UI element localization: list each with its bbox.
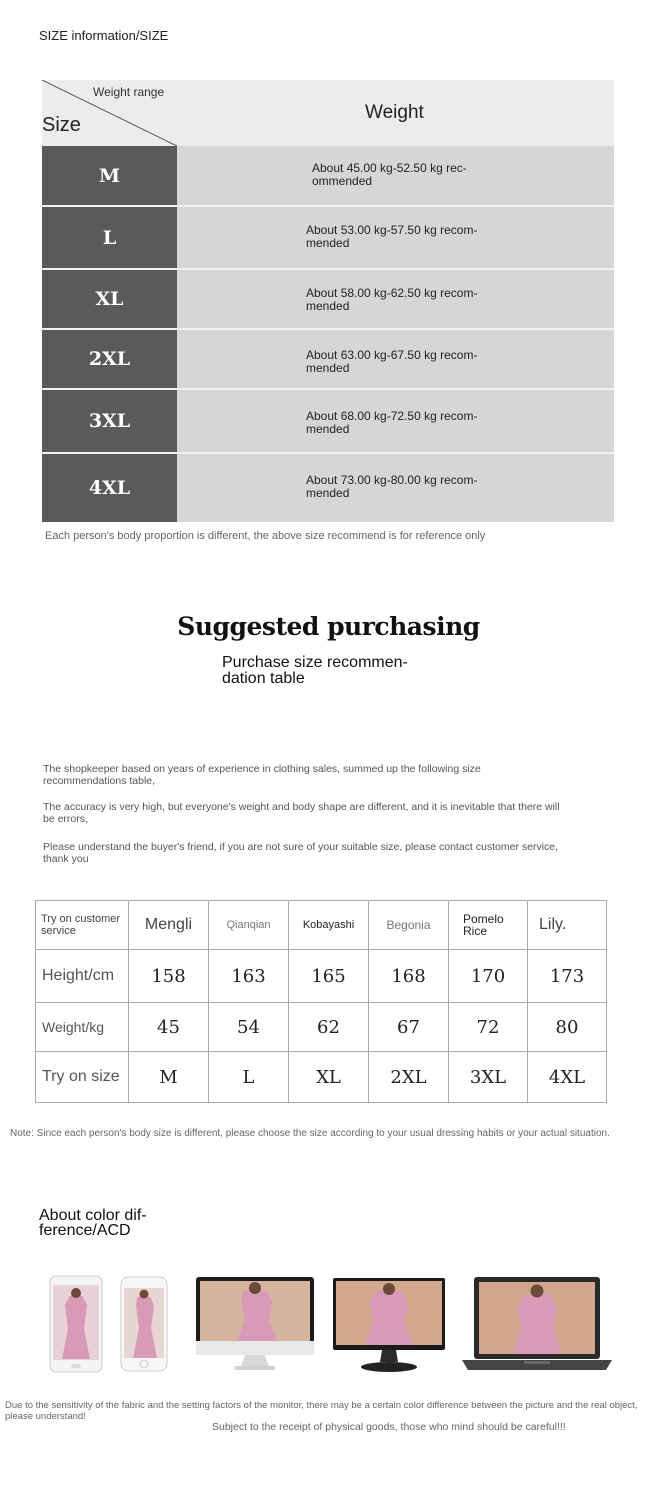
subtitle-line2: dation table — [222, 670, 305, 687]
imac-monitor-image — [195, 1276, 315, 1372]
weight-text-line2: mended — [306, 422, 350, 436]
table-row — [36, 1052, 607, 1103]
weight-cell — [177, 146, 614, 205]
weight-header — [177, 80, 614, 146]
phone-iphone-image — [120, 1276, 168, 1372]
weight-text-line1: About 58.00 kg-62.50 kg recom- — [306, 286, 478, 300]
weight-label: Weight/kg — [36, 1003, 129, 1052]
model-name: Pomelo Rice — [449, 901, 528, 950]
weight-text-line1: About 63.00 kg-67.50 kg recom- — [306, 348, 478, 362]
weight-value: 54 — [209, 1003, 289, 1052]
tryon-size-value: 3XL — [449, 1052, 528, 1103]
tryon-table — [35, 900, 607, 1103]
weight-cell — [177, 330, 614, 388]
size-cell-xl: XL — [42, 270, 177, 328]
weight-text-line2: mended — [306, 299, 350, 313]
size-header-label: Size — [42, 114, 81, 136]
suggested-subtitle — [222, 655, 462, 687]
acd-title-line1: About color dif- — [39, 1207, 147, 1224]
weight-text-line2: mended — [306, 236, 350, 250]
height-label: Height/cm — [36, 950, 129, 1003]
suggested-title: Suggested purchasing — [177, 612, 480, 641]
table-row — [36, 1003, 607, 1052]
weight-value: 62 — [289, 1003, 369, 1052]
height-value: 173 — [528, 950, 607, 1003]
weight-cell — [177, 390, 614, 452]
model-name: Mengli — [129, 901, 209, 950]
size-cell-m: M — [42, 146, 177, 205]
size-table-note: Each person's body proportion is different, the above size recommend is for reference only — [45, 530, 486, 542]
weight-cell — [177, 270, 614, 328]
weight-value: 80 — [528, 1003, 607, 1052]
size-cell-4xl: 4XL — [42, 454, 177, 522]
model-name: Lily. — [528, 901, 607, 950]
color-difference-title — [39, 1208, 179, 1238]
tryon-size-value: 2XL — [369, 1052, 449, 1103]
intro-paragraph-2: The accuracy is very high, but everyone's weight and body shape are different, and it is inevitable that there will be errors, — [43, 801, 560, 825]
height-value: 170 — [449, 950, 528, 1003]
weight-cell — [177, 454, 614, 522]
phone-white-image — [49, 1275, 103, 1373]
weight-range-label: Weight range — [93, 85, 165, 99]
size-table — [42, 80, 614, 522]
weight-text-line2: mended — [306, 361, 350, 375]
acd-title-line2: ference/ACD — [39, 1222, 131, 1239]
tryon-size-value: M — [129, 1052, 209, 1103]
height-value: 168 — [369, 950, 449, 1003]
intro-paragraph-1: The shopkeeper based on years of experience in clothing sales, summed up the following size recommendations table, — [43, 763, 481, 787]
size-header-corner — [42, 80, 177, 146]
tryon-size-label: Try on size — [36, 1052, 129, 1103]
model-name: Begonia — [369, 901, 449, 950]
color-difference-note: Due to the sensitivity of the fabric and the setting factors of the monitor, there may be a certain color difference between the picture and the real object, please understand! — [5, 1400, 638, 1422]
laptop-image — [462, 1276, 612, 1372]
size-cell-l: L — [42, 207, 177, 268]
weight-text-line1: About 53.00 kg-57.50 kg recom- — [306, 223, 478, 237]
weight-header-label: Weight — [365, 102, 424, 123]
intro-paragraph-3: Please understand the buyer's friend, if you are not sure of your suitable size, please contact customer service, thank you — [43, 841, 559, 865]
weight-value: 72 — [449, 1003, 528, 1052]
weight-value: 67 — [369, 1003, 449, 1052]
tryon-note: Note: Since each person's body size is different, please choose the size according to your usual dressing habits or your actual situation. — [10, 1128, 610, 1139]
weight-text-line1: About 45.00 kg-52.50 kg rec- — [312, 161, 467, 175]
height-value: 158 — [129, 950, 209, 1003]
physical-goods-note: Subject to the receipt of physical goods, those who mind should be careful!!! — [212, 1421, 566, 1433]
model-name: Qianqian — [209, 901, 289, 950]
size-cell-2xl: 2XL — [42, 330, 177, 388]
table-row — [36, 901, 607, 950]
black-monitor-image — [332, 1277, 446, 1373]
weight-cell — [177, 207, 614, 268]
tryon-size-value: L — [209, 1052, 289, 1103]
tryon-size-value: 4XL — [528, 1052, 607, 1103]
tryon-size-value: XL — [289, 1052, 369, 1103]
table-row — [36, 950, 607, 1003]
weight-text-line2: mended — [306, 486, 350, 500]
section-title: SIZE information/SIZE — [39, 28, 169, 43]
weight-text-line2: ommended — [312, 174, 373, 188]
tryon-corner-cell: Try on customer service — [36, 901, 129, 950]
size-cell-3xl: 3XL — [42, 390, 177, 452]
weight-text-line1: About 73.00 kg-80.00 kg recom- — [306, 473, 478, 487]
height-value: 163 — [209, 950, 289, 1003]
height-value: 165 — [289, 950, 369, 1003]
model-name: Kobayashi — [289, 901, 369, 950]
weight-value: 45 — [129, 1003, 209, 1052]
weight-text-line1: About 68.00 kg-72.50 kg recom- — [306, 409, 478, 423]
subtitle-line1: Purchase size recommen- — [222, 654, 408, 671]
